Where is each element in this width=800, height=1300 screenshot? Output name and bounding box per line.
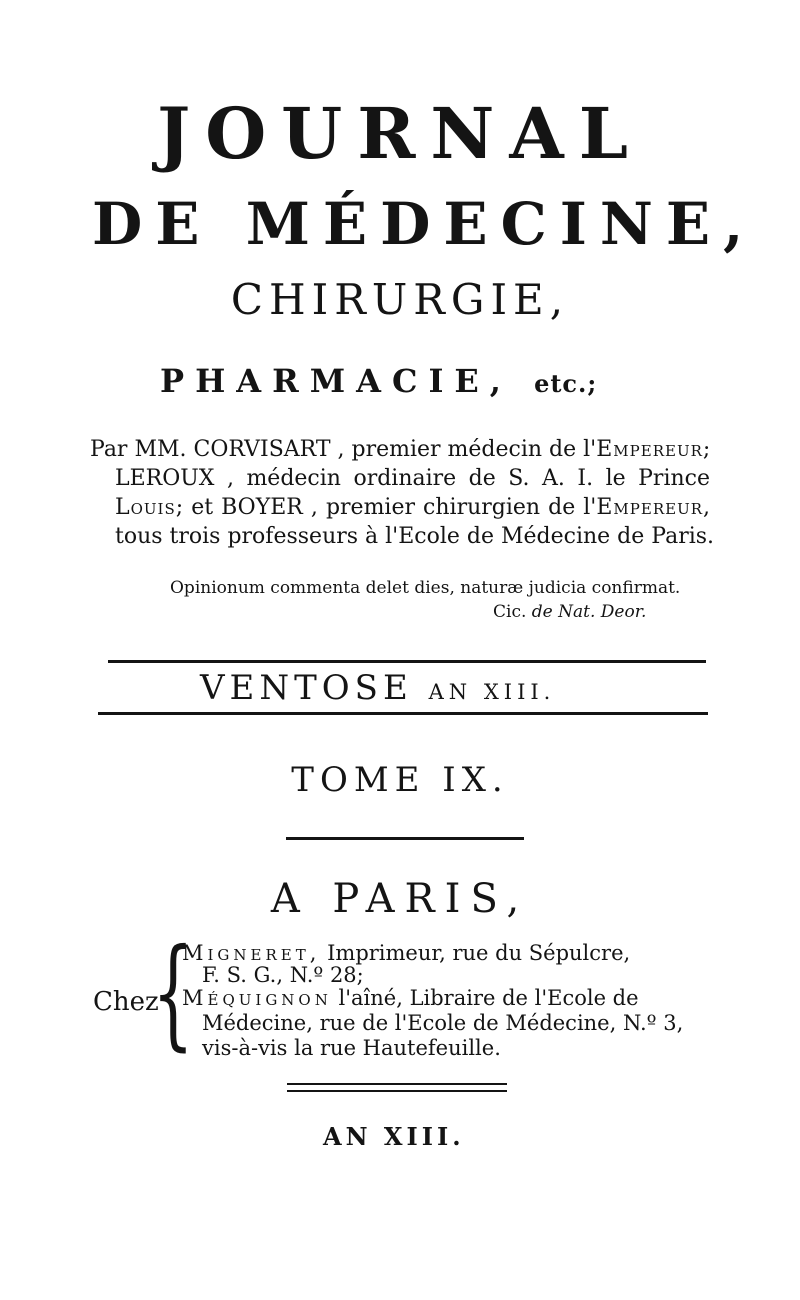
issue-date xyxy=(200,668,555,708)
authors-line-1-text: Par MM. CORVISART , premier médecin de l' xyxy=(90,437,597,462)
issue-year: AN XIII. xyxy=(428,680,556,704)
emperor-word: Empereur xyxy=(596,437,703,462)
authors-line-3-text: ; et BOYER , premier chirurgien de l' xyxy=(175,495,597,520)
bookseller-name: Méquignon xyxy=(182,986,332,1010)
authors-line-1-end: ; xyxy=(702,437,711,462)
footer-year: AN XIII. xyxy=(323,1122,465,1151)
motto-work: de Nat. Deor. xyxy=(531,602,647,622)
double-rule-top xyxy=(287,1083,507,1085)
latin-motto: Opinionum commenta delet dies, naturæ judicia confirmat. xyxy=(170,578,681,598)
medecine-title: DE MÉDECINE, xyxy=(92,190,757,258)
louis-word: Louis xyxy=(115,495,176,520)
brace-ornament: { xyxy=(152,924,194,1063)
pharmacie-title xyxy=(160,362,597,400)
authors-line-4: tous trois professeurs à l'Ecole de Médecine de Paris. xyxy=(115,524,715,549)
chirurgie-title: CHIRURGIE, xyxy=(230,275,570,324)
double-rule-bottom xyxy=(287,1090,507,1092)
bookseller-desc: l'aîné, Libraire de l'Ecole de xyxy=(338,986,639,1010)
authors-line-3 xyxy=(115,494,710,522)
emperor-word-2: Empereur xyxy=(596,495,703,520)
printer-address: F. S. G., N.º 28; xyxy=(202,963,364,987)
issue-month: VENTOSE xyxy=(200,668,413,708)
rule-below-date xyxy=(98,712,708,715)
motto-author: Cic. xyxy=(493,602,527,622)
bookseller-address-2: vis-à-vis la rue Hautefeuille. xyxy=(202,1036,501,1060)
pharmacie-word: PHARMACIE, xyxy=(160,362,512,400)
authors-line-2: LEROUX , médecin ordinaire de S. A. I. le Prince xyxy=(115,466,710,491)
rule-above-date xyxy=(108,660,706,663)
bookseller-address-1: Médecine, rue de l'Ecole de Médecine, N.º 3, xyxy=(202,1011,684,1035)
chez-label: Chez xyxy=(93,987,159,1017)
imprint-city: A PARIS, xyxy=(270,876,530,922)
authors-line-1 xyxy=(90,436,710,464)
printer-name: Migneret, xyxy=(182,941,321,965)
bookseller-line xyxy=(182,985,639,1011)
volume-number: TOME IX. xyxy=(291,760,509,800)
etc-word: etc.; xyxy=(534,369,598,398)
journal-title: JOURNAL xyxy=(157,92,643,175)
authors-line-3-end: , xyxy=(703,495,710,520)
rule-below-volume xyxy=(286,837,524,840)
printer-desc: Imprimeur, rue du Sépulcre, xyxy=(327,941,631,965)
motto-source xyxy=(493,602,646,622)
